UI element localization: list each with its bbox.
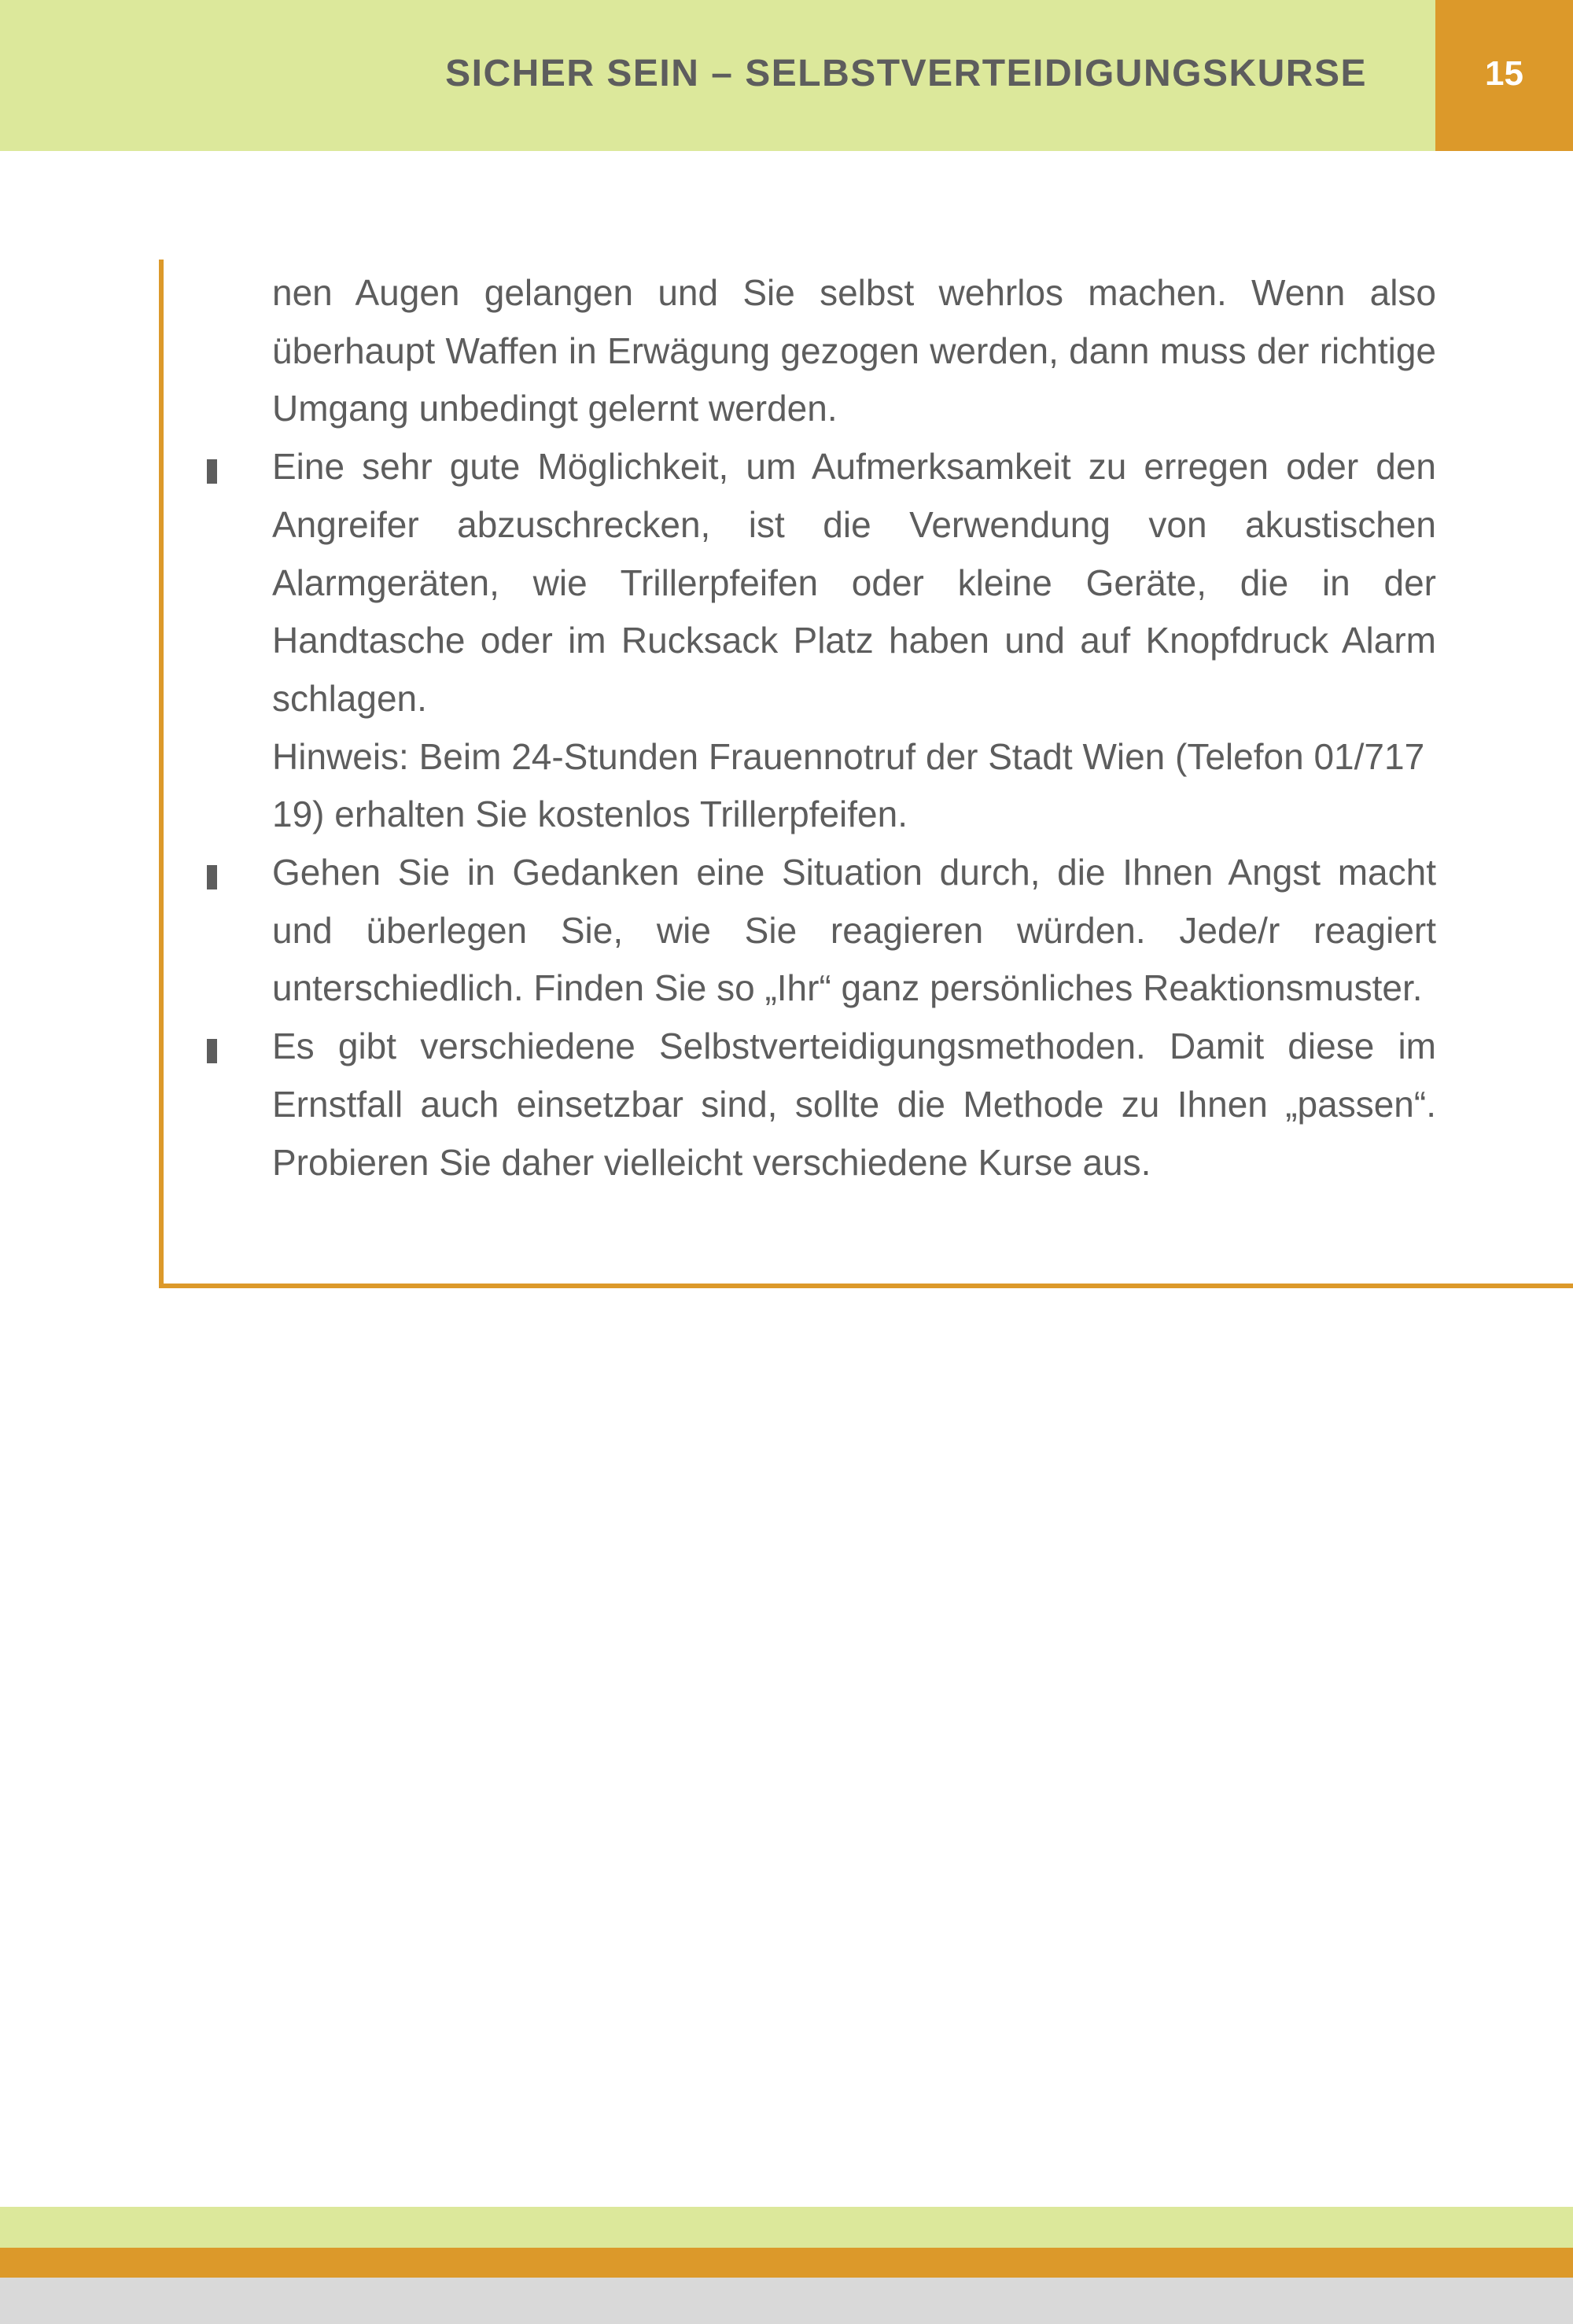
list-item-text: Es gibt verschiedene Selbstverteidigungsmethoden. Damit diese im Ernstfall auch einsetzbar sind, sollte die Methode zu Ihnen „passen“. Probieren Sie daher vielleicht verschiedene Kurse aus. (272, 1026, 1436, 1183)
header-band (0, 0, 1573, 151)
hint-note: Hinweis: Beim 24-Stunden Frauennotruf der Stadt Wien (Telefon 01/717 19) erhalten Sie kostenlos Trillerpfeifen. (272, 735, 1425, 835)
continuation-paragraph: nen Augen gelangen und Sie selbst wehrlos machen. Wenn also überhaupt Waffen in Erwägung gezogen werden, dann muss der richtige Umgang unbedingt gelernt werden. (272, 272, 1436, 429)
bullet-marker-icon (207, 459, 217, 484)
list-item-text: Gehen Sie in Gedanken eine Situation durch, die Ihnen Angst macht und überlegen Sie, wie Sie reagieren würden. Jede/r reagiert unterschiedlich. Finden Sie so „Ihr“ ganz persönliches Reaktionsmuster. (272, 852, 1436, 1009)
page-number: 15 (1485, 54, 1523, 93)
page-number-box (1435, 0, 1573, 151)
list-item (272, 1018, 1436, 1191)
chapter-title: SICHER SEIN – SELBSTVERTEIDIGUNGSKURSE (445, 53, 1367, 94)
footer-band-gray (0, 2278, 1573, 2324)
list-item-text: Eine sehr gute Möglichkeit, um Aufmerksamkeit zu erregen oder den Angreifer abzuschrecken, ist die Verwendung von akustischen Alarmgeräten, wie Trillerpfeifen oder kleine Geräte, die in der Handtasche oder im Rucksack Platz haben und auf Knopfdruck Alarm schlagen. (272, 446, 1436, 719)
body-text (272, 264, 1436, 1191)
footer-band-green (0, 2207, 1573, 2248)
list-item (272, 438, 1436, 844)
bullet-marker-icon (207, 1039, 217, 1063)
bullet-marker-icon (207, 865, 217, 889)
footer-band-orange (0, 2248, 1573, 2278)
list-item (272, 844, 1436, 1018)
